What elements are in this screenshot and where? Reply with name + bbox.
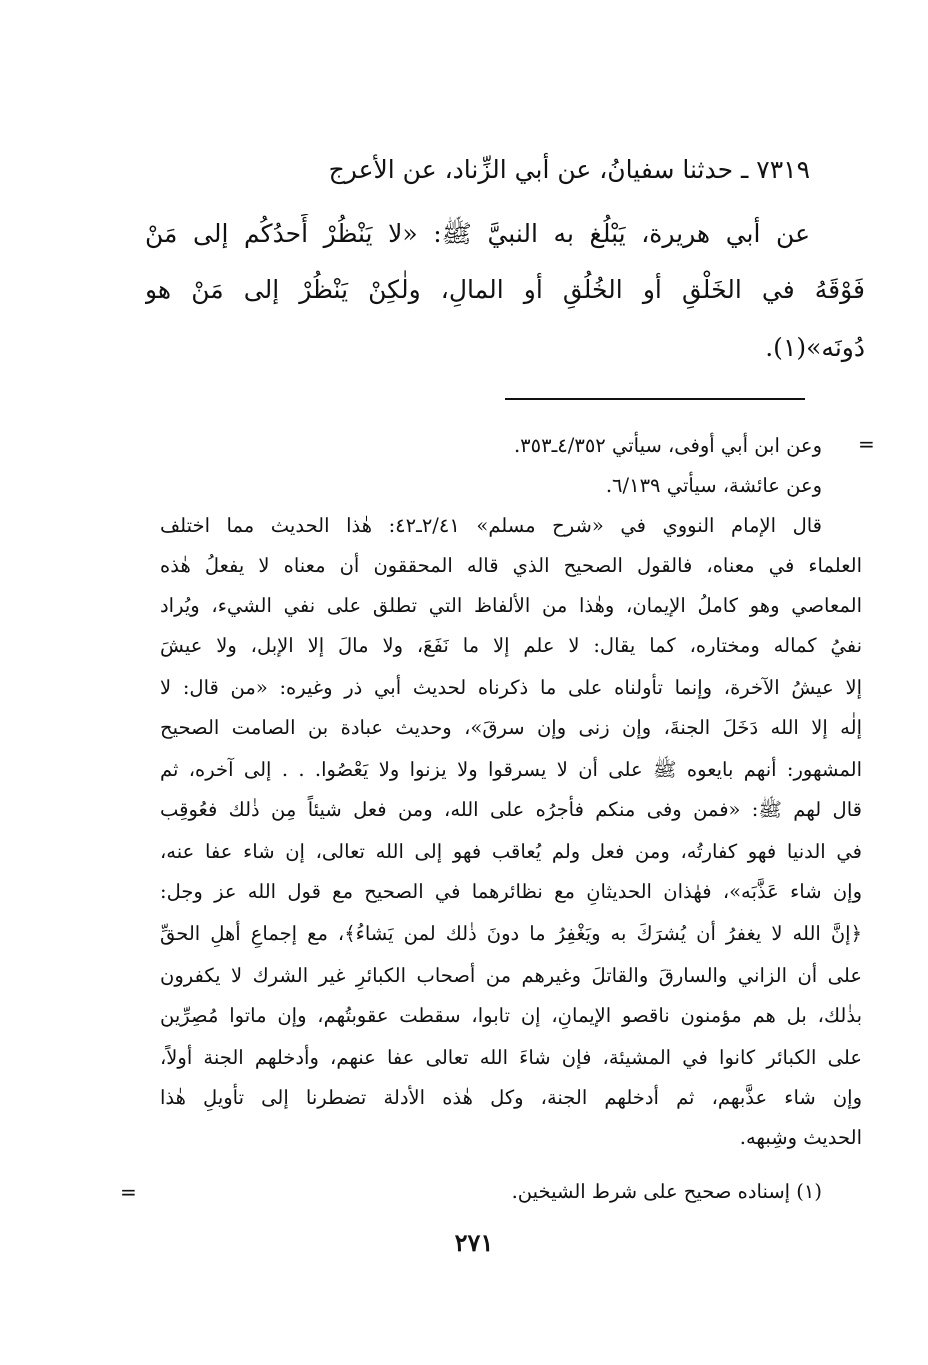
continues-marker: = [120, 1180, 137, 1204]
footnote-line-2: وعن عائشة، سيأتي ٦/١٣٩. [605, 474, 822, 497]
footnote-line-7: إلا عيشُ الآخرة، وإنما تأولناه على ما ذكرناه لحديث أبي ذر وغيره: «من قال: لا [160, 676, 862, 699]
footnote-line-16: على الكبائر كانوا في المشيئة، فإن شاءَ الله تعالى عفا عنهم، وأدخلهم الجنة أولاً، [160, 1046, 862, 1069]
footnote-line-13: ﴿إنَّ الله لا يغفرُ أن يُشرَكَ به ويَغْفِرُ ما دونَ ذٰلك لمن يَشاءُ﴾، مع إجماعِ أهلِ الحقِّ [160, 922, 862, 945]
page-number: ٢٧١ [454, 1228, 494, 1257]
footnote-1: (١) إسناده صحيح على شرط الشيخين. [511, 1180, 822, 1203]
footnote-line-11: في الدنيا فهو كفارتُه، ومن فعل ولم يُعاقب فهو إلى الله تعالى، إن شاء عفا عنه، [160, 840, 862, 863]
footnote-line-12: وإن شاء عَذَّبَه»، فهٰذان الحديثانِ مع نظائرهما في الصحيح مع قول الله عز وجل: [160, 880, 862, 903]
footnote-line-4: العلماء في معناه، فالقول الصحيح الذي قاله المحققون أن معناه لا يفعلُ هٰذه [160, 554, 862, 577]
footnote-line-9: المشهور: أنهم بايعوه ﷺ على أن لا يسرقوا ولا يزنوا ولا يَعْصُوا. . . إلى آخره، ثم [160, 758, 862, 781]
footnote-line-3: قال الإمام النووي في «شرح مسلم» ٢/٤١ـ٤٢: هٰذا الحديث مما اختلف [160, 514, 822, 537]
footnote-line-14: على أن الزاني والسارقَ والقاتلَ وغيرهم من أصحاب الكبائرِ غير الشرك لا يكفرون [160, 964, 862, 987]
hadith-line-4: دُونَه»(١). [765, 333, 865, 362]
hadith-line-3: فَوْقَهُ في الخَلْقِ أو الخُلُقِ أو المالِ، ولٰكِنْ يَنْظُرْ إلى مَنْ هو [145, 275, 865, 304]
footnote-line-6: نفيُ كماله ومختاره، كما يقال: لا علم إلا ما نَفَعَ، ولا مالَ إلا الإبل، ولا عيشَ [160, 634, 862, 657]
footnote-separator [505, 398, 805, 400]
hadith-line-2: عن أبي هريرة، يَبْلُغ به النبيَّ ﷺ: «لا يَنْظُرْ أَحدُكُم إلى مَنْ [145, 219, 810, 248]
footnote-line-5: المعاصي وهو كاملُ الإيمان، وهٰذا من الألفاظ التي تطلق على نفي الشيء، ويُراد [160, 594, 862, 617]
footnote-line-1: وعن ابن أبي أوفى، سيأتي ٤/٣٥٢ـ٣٥٣. [513, 434, 822, 457]
footnote-line-10: قال لهم ﷺ: «فمن وفى منكم فأجرُه على الله، ومن فعل شيئاً مِن ذٰلك فعُوقِب [160, 798, 862, 821]
footnote-line-18: الحديث وشِبهه. [739, 1126, 862, 1149]
footnote-line-8: إلٰه إلا الله دَخَلَ الجنةَ، وإن زنى وإن سرقَ»، وحديث عبادة بن الصامت الصحيح [160, 716, 862, 739]
continued-marker: = [858, 432, 875, 456]
footnote-line-17: وإن شاء عذَّبهم، ثم أدخلهم الجنة، وكل هٰذه الأدلة تضطرنا إلى تأويلِ هٰذا [160, 1086, 862, 1109]
footnote-line-15: بذٰلك، بل هم مؤمنون ناقصو الإيمانِ، إن تابوا، سقطت عقوبتُهم، وإن ماتوا مُصِرِّين [160, 1004, 862, 1027]
hadith-line-1: ٧٣١٩ ـ حدثنا سفيانُ، عن أبي الزِّناد، عن الأعرج [328, 155, 810, 184]
